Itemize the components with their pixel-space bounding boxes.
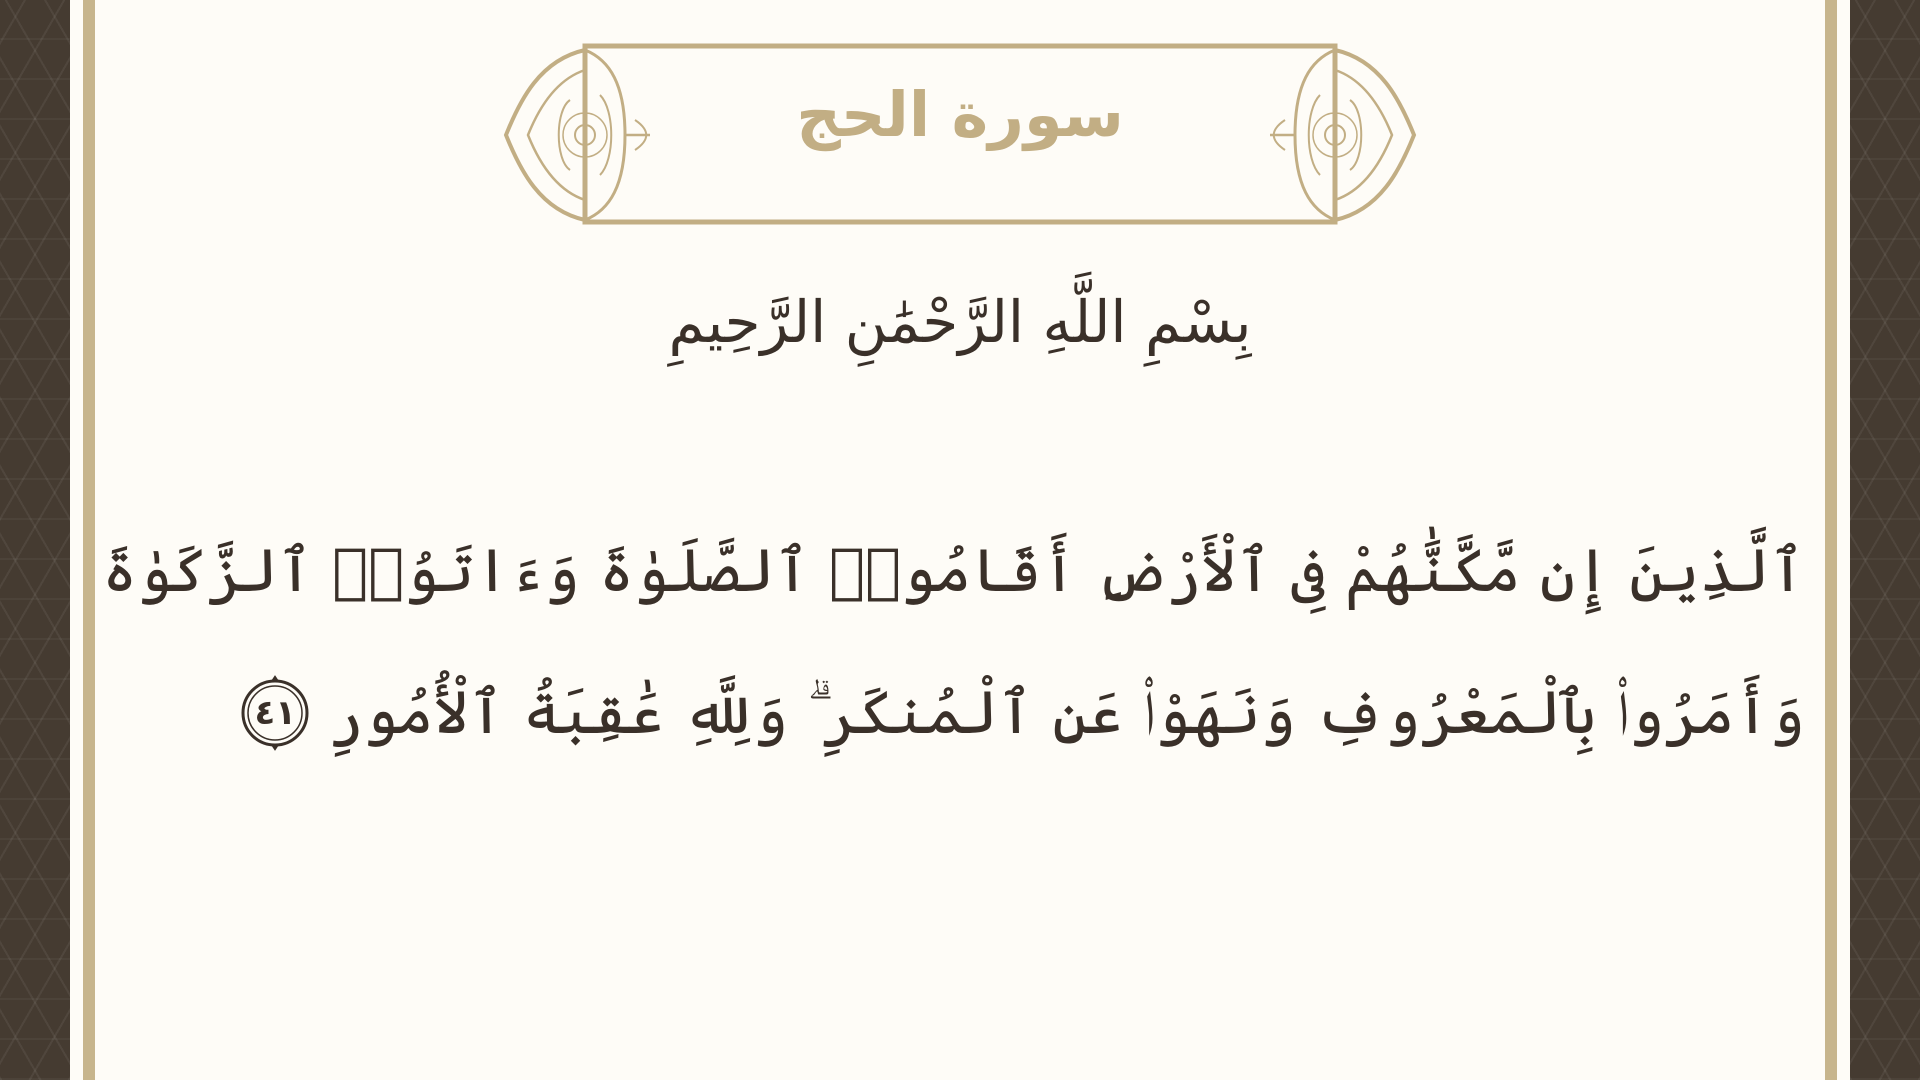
left-gold-rule bbox=[83, 0, 95, 1080]
surah-title: سورة الحج bbox=[796, 78, 1124, 151]
ayah-line-2-text: وَأَمَرُوا۟ بِٱلْمَعْرُوفِ وَنَهَوْا۟ عَنِ ٱلْمُنكَرِ ۗ وَلِلَّهِ عَٰقِبَةُ ٱلْأُمُورِ bbox=[328, 678, 1805, 748]
right-decorative-border bbox=[1850, 0, 1920, 1080]
ayah-line-1: ٱلَّذِينَ إِن مَّكَّنَّٰهُمْ فِى ٱلْأَرْضِ أَقَامُوا۟ ٱلصَّلَوٰةَ وَءَاتَوُا۟ ٱلزَّكَوٰةَ bbox=[102, 536, 1805, 606]
surah-header-frame bbox=[500, 40, 1420, 230]
left-decorative-border bbox=[0, 0, 70, 1080]
ayah-number-marker bbox=[236, 674, 314, 752]
ayah-line-2 bbox=[254, 642, 1805, 784]
ayah-number: ٤١ bbox=[254, 693, 296, 734]
basmala: بِسْمِ اللَّهِ الرَّحْمَٰنِ الرَّحِيمِ bbox=[668, 288, 1252, 356]
ayah-text bbox=[102, 500, 1805, 784]
right-gold-rule bbox=[1825, 0, 1837, 1080]
